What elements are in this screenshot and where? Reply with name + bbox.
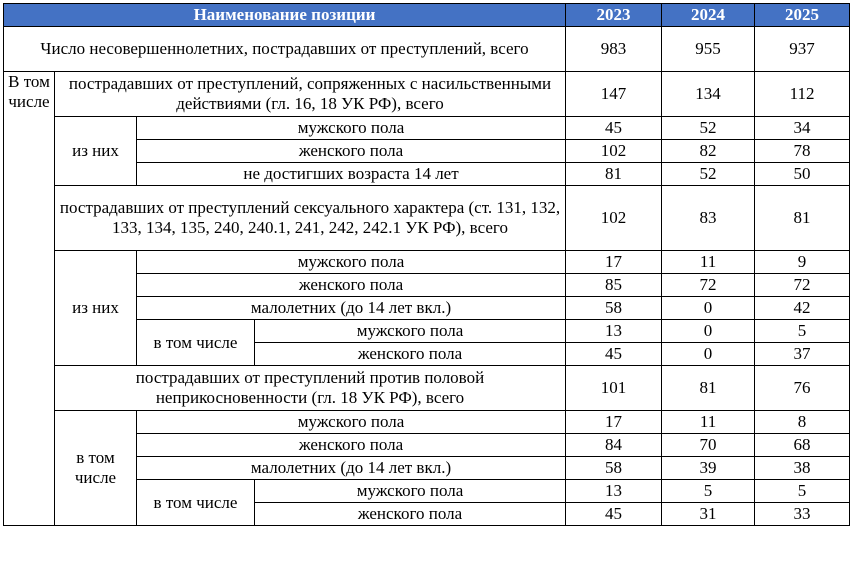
value-cell: 983 [566,27,662,72]
value-cell: 45 [566,117,662,140]
value-cell: 52 [662,117,755,140]
value-cell: 112 [755,72,850,117]
value-cell: 5 [662,480,755,503]
including-label: в том числе [137,480,255,526]
of-them-label: из них [55,251,137,366]
value-cell: 78 [755,140,850,163]
table-row [4,117,850,140]
value-cell: 45 [566,343,662,366]
value-cell: 0 [662,320,755,343]
statistics-table [3,3,850,526]
value-cell: 84 [566,434,662,457]
value-cell: 39 [662,457,755,480]
row-label: мужского пола [137,251,566,274]
value-cell: 5 [755,320,850,343]
sexual-label: пострадавших от преступлений сексуального характера (ст. 131, 132, 133, 134, 135, 240, 240.1, 241, 242, 242.1 УК РФ), всего [55,186,566,251]
total-row [4,27,850,72]
value-cell: 134 [662,72,755,117]
value-cell: 101 [566,366,662,411]
value-cell: 37 [755,343,850,366]
including-label: в том числе [55,411,137,526]
header-year: 2024 [662,4,755,27]
value-cell: 34 [755,117,850,140]
value-cell: 70 [662,434,755,457]
value-cell: 0 [662,297,755,320]
value-cell: 68 [755,434,850,457]
violent-label: пострадавших от преступлений, сопряженных с насильственными действиями (гл. 16, 18 УК РФ), всего [55,72,566,117]
value-cell: 58 [566,297,662,320]
value-cell: 58 [566,457,662,480]
value-cell: 72 [662,274,755,297]
in-total-label: В том числе [4,72,55,526]
row-label: женского пола [255,503,566,526]
sexual-total-row [4,186,850,251]
value-cell: 13 [566,480,662,503]
value-cell: 8 [755,411,850,434]
row-label: мужского пола [137,411,566,434]
value-cell: 81 [662,366,755,411]
value-cell: 102 [566,186,662,251]
value-cell: 45 [566,503,662,526]
value-cell: 52 [662,163,755,186]
header-year: 2023 [566,4,662,27]
value-cell: 50 [755,163,850,186]
value-cell: 9 [755,251,850,274]
table-row [4,411,850,434]
row-label: мужского пола [137,117,566,140]
row-label: женского пола [255,343,566,366]
value-cell: 81 [566,163,662,186]
violent-total-row [4,72,850,117]
including-label: в том числе [137,320,255,366]
row-label: женского пола [137,434,566,457]
value-cell: 5 [755,480,850,503]
value-cell: 102 [566,140,662,163]
value-cell: 17 [566,251,662,274]
value-cell: 33 [755,503,850,526]
value-cell: 31 [662,503,755,526]
total-label: Число несовершеннолетних, пострадавших от преступлений, всего [4,27,566,72]
table-row [4,251,850,274]
value-cell: 76 [755,366,850,411]
integrity-total-row [4,366,850,411]
header-row [4,4,850,27]
of-them-label: из них [55,117,137,186]
row-label: мужского пола [255,320,566,343]
row-label: мужского пола [255,480,566,503]
row-label: не достигших возраста 14 лет [137,163,566,186]
value-cell: 38 [755,457,850,480]
row-label: женского пола [137,140,566,163]
value-cell: 81 [755,186,850,251]
value-cell: 42 [755,297,850,320]
row-label: малолетних (до 14 лет вкл.) [137,457,566,480]
value-cell: 85 [566,274,662,297]
value-cell: 72 [755,274,850,297]
value-cell: 83 [662,186,755,251]
value-cell: 955 [662,27,755,72]
value-cell: 147 [566,72,662,117]
value-cell: 13 [566,320,662,343]
value-cell: 11 [662,411,755,434]
header-year: 2025 [755,4,850,27]
value-cell: 0 [662,343,755,366]
integrity-label: пострадавших от преступлений против половой неприкосновенности (гл. 18 УК РФ), всего [55,366,566,411]
header-name: Наименование позиции [4,4,566,27]
value-cell: 82 [662,140,755,163]
row-label: женского пола [137,274,566,297]
value-cell: 11 [662,251,755,274]
value-cell: 937 [755,27,850,72]
row-label: малолетних (до 14 лет вкл.) [137,297,566,320]
value-cell: 17 [566,411,662,434]
